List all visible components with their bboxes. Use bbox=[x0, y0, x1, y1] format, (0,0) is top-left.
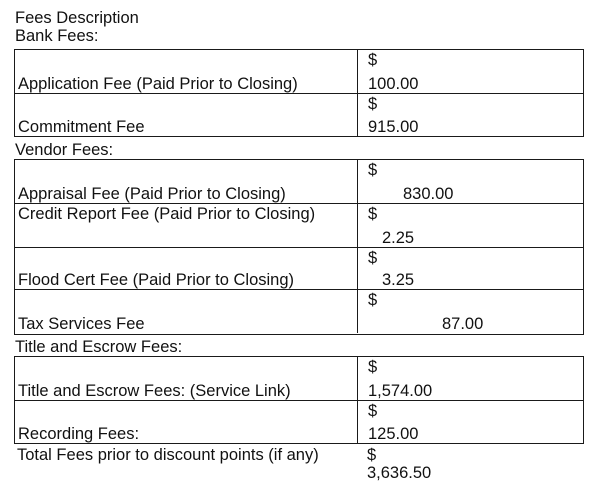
currency-symbol: $ bbox=[368, 51, 378, 69]
fee-amount: 100.00 bbox=[368, 75, 419, 93]
table-row bbox=[15, 357, 583, 400]
currency-symbol: $ bbox=[368, 249, 378, 267]
title-escrow-table bbox=[14, 356, 584, 444]
fee-label: Credit Report Fee (Paid Prior to Closing) bbox=[18, 205, 316, 223]
amount-cell bbox=[357, 50, 583, 93]
fee-amount: 915.00 bbox=[368, 118, 419, 136]
table-row bbox=[15, 247, 583, 289]
table-row bbox=[15, 400, 583, 443]
fee-label: Title and Escrow Fees: (Service Link) bbox=[18, 382, 291, 400]
currency-symbol: $ bbox=[368, 205, 378, 223]
currency-symbol: $ bbox=[368, 161, 378, 179]
fee-amount: 830.00 bbox=[403, 185, 454, 203]
fee-label: Flood Cert Fee (Paid Prior to Closing) bbox=[18, 271, 295, 289]
amount-cell bbox=[357, 204, 583, 247]
fee-amount: 1,574.00 bbox=[368, 382, 433, 400]
currency-symbol: $ bbox=[368, 358, 378, 376]
table-row bbox=[15, 50, 583, 93]
fee-amount: 2.25 bbox=[382, 229, 415, 247]
table-row bbox=[15, 160, 583, 203]
amount-cell bbox=[357, 290, 583, 333]
currency-symbol: $ bbox=[368, 95, 378, 113]
total-label: Total Fees prior to discount points (if any) bbox=[17, 446, 319, 464]
fee-amount: 87.00 bbox=[442, 315, 484, 333]
total-currency-symbol: $ bbox=[367, 446, 377, 464]
amount-cell bbox=[357, 248, 583, 289]
amount-cell bbox=[357, 160, 583, 203]
currency-symbol: $ bbox=[368, 291, 378, 309]
fee-label: Commitment Fee bbox=[18, 118, 145, 136]
fee-label: Application Fee (Paid Prior to Closing) bbox=[18, 75, 298, 93]
vendor-fees-table bbox=[14, 159, 584, 335]
amount-cell bbox=[357, 357, 583, 400]
table-row bbox=[15, 203, 583, 247]
fees-description-title: Fees Description bbox=[15, 9, 139, 27]
fee-label: Appraisal Fee (Paid Prior to Closing) bbox=[18, 185, 286, 203]
bank-fees-heading: Bank Fees: bbox=[15, 27, 99, 45]
table-row bbox=[15, 289, 583, 333]
total-amount: 3,636.50 bbox=[367, 464, 432, 482]
currency-symbol: $ bbox=[368, 402, 378, 420]
table-row bbox=[15, 93, 583, 136]
fee-amount: 3.25 bbox=[382, 271, 415, 289]
vendor-fees-heading: Vendor Fees: bbox=[15, 141, 114, 159]
title-escrow-heading: Title and Escrow Fees: bbox=[15, 338, 183, 356]
amount-cell bbox=[357, 94, 583, 136]
fee-label: Tax Services Fee bbox=[18, 315, 145, 333]
amount-cell bbox=[357, 401, 583, 443]
fee-label: Recording Fees: bbox=[18, 425, 140, 443]
bank-fees-table bbox=[14, 49, 584, 137]
fee-amount: 125.00 bbox=[368, 425, 419, 443]
